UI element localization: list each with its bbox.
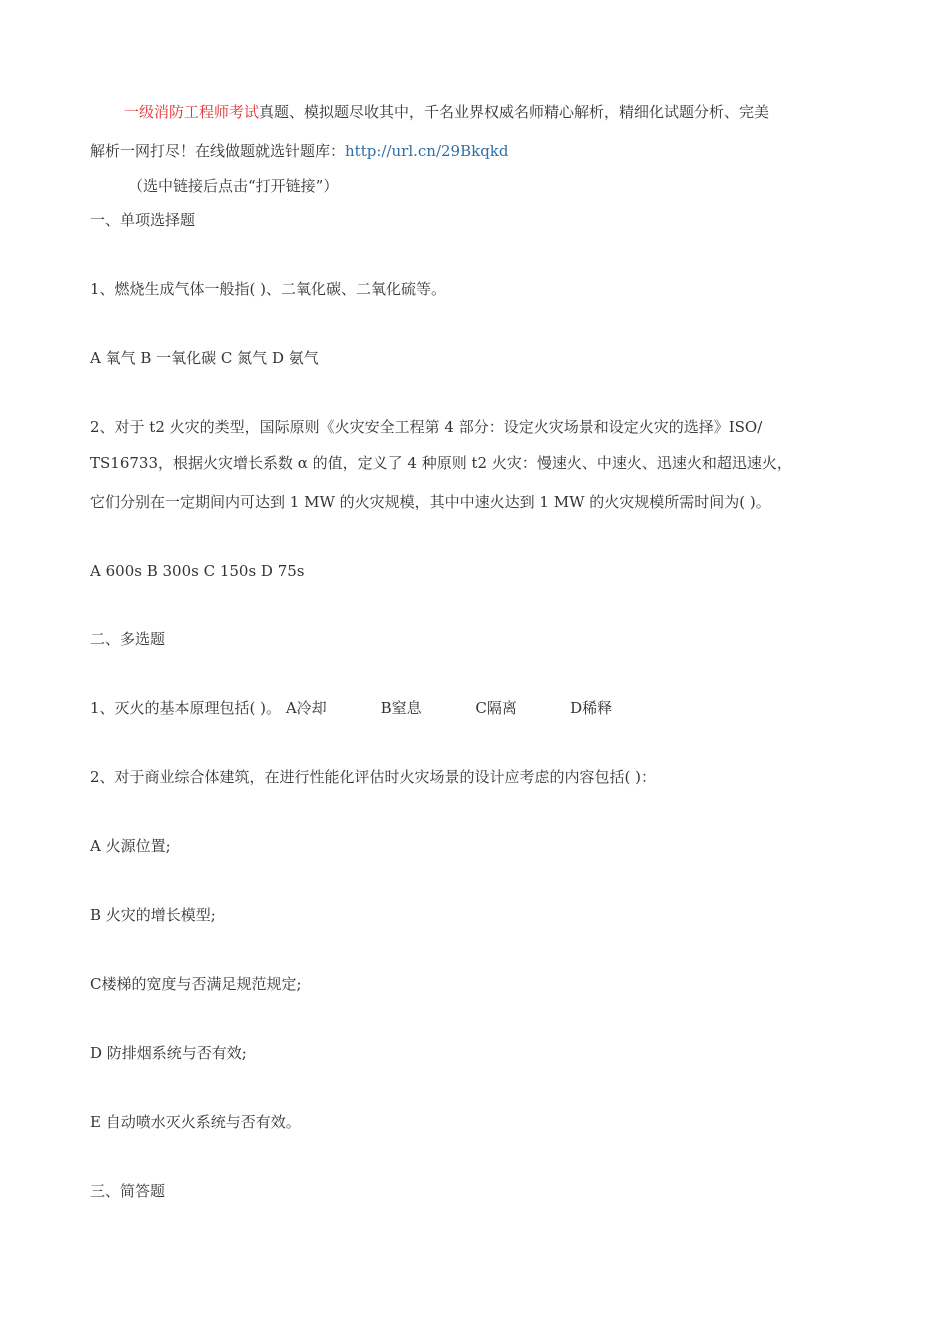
intro-note: （选中链接后点击“打开链接”） [128, 177, 339, 195]
s2-q2-question: 2、对于商业综合体建筑，在进行性能化评估时火灾场景的设计应考虑的内容包括( )： [90, 768, 657, 786]
s1-q1-options: A 氧气 B 一氧化碳 C 氮气 D 氨气 [90, 349, 319, 367]
s2-q1-option-d: D稀释 [570, 699, 613, 717]
s2-q1-option-c: C隔离 [475, 699, 517, 717]
s2-q2-option-d: D 防排烟系统与否有效; [90, 1044, 247, 1062]
s1-q2-line-2: TS16733，根据火灾增长系数 α 的值，定义了 4 种原则 t2 火灾：慢速火、中速火、迅速火和超迅速火， [90, 454, 792, 472]
s1-q2-line-3: 它们分别在一定期间内可达到 1 MW 的火灾规模，其中中速火达到 1 MW 的火灾规模所需时间为( )。 [90, 493, 771, 511]
s2-q2-option-b: B 火灾的增长模型; [90, 906, 216, 924]
intro-line-2 [90, 141, 509, 161]
s2-q1-question: 1、灭火的基本原理包括( )。 [90, 699, 282, 717]
question-bank-link[interactable]: http://url.cn/29Bkqkd [345, 142, 509, 160]
s2-q2-option-e: E 自动喷水灭火系统与否有效。 [90, 1113, 301, 1131]
s2-q1-option-b: B窒息 [380, 699, 422, 717]
s1-q1-question: 1、燃烧生成气体一般指( )、二氧化碳、二氧化硫等。 [90, 280, 447, 298]
section-3-heading: 三、简答题 [90, 1182, 166, 1200]
s2-q2-option-c: C楼梯的宽度与否满足规范规定; [90, 975, 302, 993]
intro-line-2-text: 解析一网打尽！在线做题就选针题库： [90, 142, 346, 160]
exam-title-highlight: 一级消防工程师考试 [124, 103, 260, 121]
s2-q1-option-a: A冷却 [285, 699, 327, 717]
s1-q2-line-1: 2、对于 t2 火灾的类型，国际原则《火灾安全工程第 4 部分：设定火灾场景和设定火灾的选择》ISO/ [90, 418, 763, 436]
s2-q2-option-a: A 火源位置; [90, 837, 171, 855]
section-2-heading: 二、多选题 [90, 630, 166, 648]
section-1-heading: 一、单项选择题 [90, 211, 196, 229]
s1-q2-options: A 600s B 300s C 150s D 75s [90, 562, 305, 580]
intro-line-1 [124, 102, 769, 122]
s2-q1-line [90, 698, 612, 718]
intro-line-1-text: 真题、模拟题尽收其中，千名业界权威名师精心解析，精细化试题分析、完美 [259, 103, 770, 121]
